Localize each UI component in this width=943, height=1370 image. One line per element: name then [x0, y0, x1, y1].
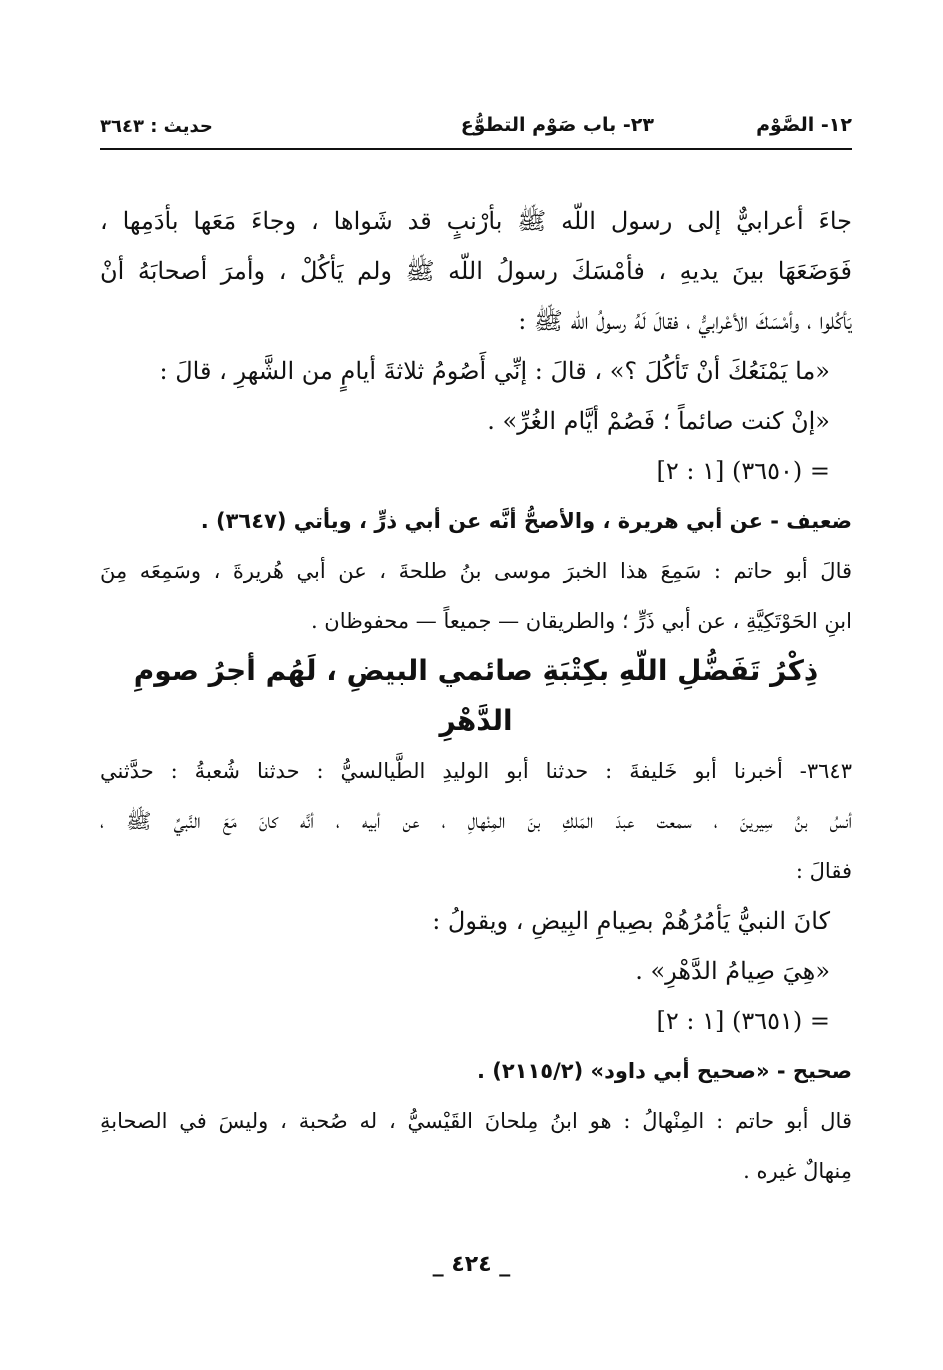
text-line: «ما يَمْنَعُكَ أنْ تَأكُلَ ؟» ، قالَ : إنِّي أَصُومُ ثلاثةَ أيامٍ من الشَّهرِ ، قالَ :: [159, 357, 830, 385]
commentary-line: مِنهالٌ غيره .: [743, 1159, 852, 1183]
hadith-reference: حديث : ٣٦٤٣: [100, 116, 213, 137]
text-line: يَأكُلوا ، وأمْسَكَ الأعْرابيُّ ، فقالَ لَهُ رسولُ اللّه ﷺ :: [518, 307, 852, 335]
hadith-text-line: «هِيَ صِيامُ الدَّهْرِ» .: [635, 957, 830, 985]
grading-note: صحيح - «صحيح أبي داود» (٢١١٥/٢) .: [476, 1059, 852, 1083]
section-title: ٢٣- باب صَوْم التطوُّع: [460, 114, 654, 136]
text-line: جاءَ أعرابيٌّ إلى رسول اللّه ﷺ بأرْنبٍ قد شَواها ، وجاءَ مَعَها بأدَمِها ،: [100, 207, 852, 235]
text-line: فقالَ :: [795, 859, 852, 883]
running-header: [100, 104, 852, 150]
page-number: _ ٤٢٤ _: [432, 1252, 511, 1277]
text-line: «إنْ كنت صائماً ؛ فَصُمْ أيَّام الغُرِّ» .: [487, 407, 830, 435]
grading-note: ضعيف - عن أبي هريرة ، والأصحُّ أنَّه عن أبي ذرٍّ ، ويأتي (٣٦٤٧) .: [200, 509, 852, 533]
cross-reference: = (٣٦٥١) [١ : ٢]: [656, 1007, 830, 1035]
chapter-heading-continued: الدَّهْرِ: [439, 704, 513, 737]
hadith-isnad-line: ٣٦٤٣- أخبرنا أبو خَليفةَ : حدثنا أبو الوليدِ الطَّيالسيُّ : حدثنا شُعبةُ : حدَّثني: [100, 759, 852, 783]
commentary-line: قالَ أبو حاتم : سَمِعَ هذا الخبرَ موسى بنُ طلحةَ ، عن أبي هُريرةَ ، وسَمِعَه مِنَ: [100, 559, 852, 583]
commentary-line: ابنِ الحَوْتَكِيَّةِ ، عن أبي ذَرٍّ ؛ والطريقان — جميعاً — محفوظان .: [310, 609, 852, 633]
hadith-text-line: كانَ النبيُّ يَأمُرُهُمْ بصِيامِ البِيضِ ، ويقولُ :: [432, 907, 830, 935]
chapter-title: ١٢- الصَّوْم: [756, 114, 852, 136]
hadith-isnad-line: أنسُ بنُ سِيرينَ ، سمعت عبدَ المَلكِ بنَ المِنْهالِ ، عن أبيه ، أنَّه كانَ مَعَ النَّبيِّ ﷺ ،: [100, 809, 852, 833]
page-body: [100, 196, 852, 1196]
text-line: فَوَضَعَهَا بينَ يديهِ ، فأمْسَكَ رسولُ اللّه ﷺ ولم يَأكُلْ ، وأمرَ أصحابَهُ أنْ: [100, 257, 852, 285]
cross-reference: = (٣٦٥٠) [١ : ٢]: [656, 457, 830, 485]
commentary-line: قال أبو حاتم : المِنْهالُ : هو ابنُ مِلحانَ القَيْسيُّ ، له صُحبة ، وليسَ في الصحابةِ: [100, 1109, 852, 1133]
chapter-heading: ذِكْرُ تَفَضُّلِ اللّهِ بكِتْبَةِ صائمي البيضِ ، لَهُم أجرُ صومِ: [133, 654, 819, 687]
